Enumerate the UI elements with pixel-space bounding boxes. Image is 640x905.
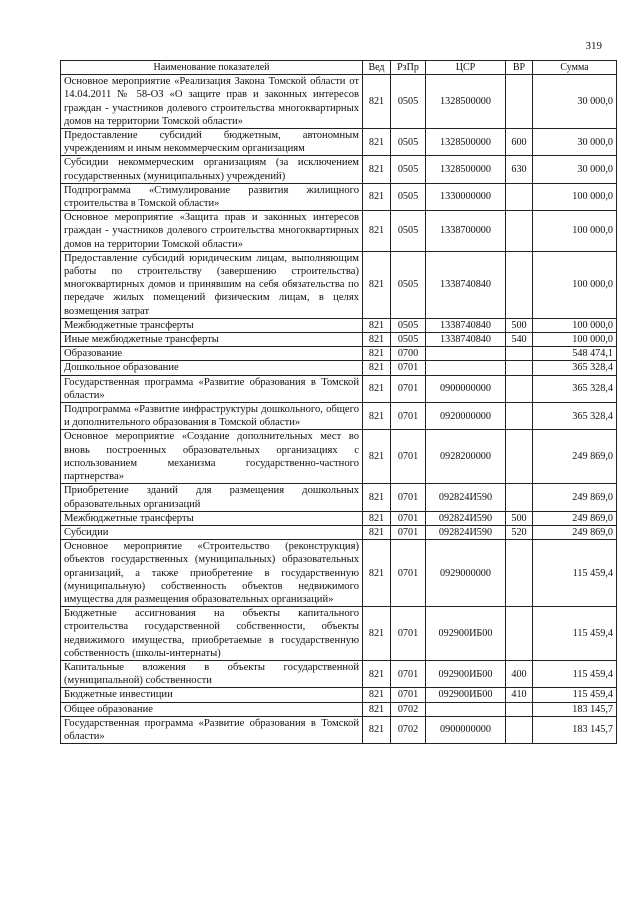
cell-name: Образование [61,347,363,361]
header-rzpr: РзПр [391,61,426,75]
cell-csr: 092900ИБ00 [426,688,506,702]
cell-sum: 100 000,0 [533,211,617,252]
cell-rzpr: 0701 [391,403,426,430]
cell-vr [506,484,533,511]
table-row [61,403,617,430]
cell-sum: 100 000,0 [533,333,617,347]
cell-ved: 821 [363,511,391,525]
cell-csr: 092900ИБ00 [426,660,506,687]
table-row [61,361,617,375]
header-sum: Сумма [533,61,617,75]
cell-vr [506,716,533,743]
cell-ved: 821 [363,430,391,484]
cell-sum: 183 145,7 [533,716,617,743]
budget-table [60,60,617,744]
cell-sum: 30 000,0 [533,75,617,129]
table-header-row [61,61,617,75]
cell-ved: 821 [363,540,391,607]
cell-csr: 092900ИБ00 [426,607,506,661]
cell-ved: 821 [363,156,391,183]
cell-vr [506,403,533,430]
cell-name: Предоставление субсидий юридическим лицам, выполняющим работы по строительству (завершению строительства) многоквартирных домов и принявшим на себя обязательства по передаче жилых помещений физическим лицам, в целях возмещения затрат [61,251,363,318]
cell-name: Субсидии некоммерческим организациям (за исключением государственных (муниципальных) учреждений) [61,156,363,183]
cell-name: Межбюджетные трансферты [61,318,363,332]
cell-csr: 1328500000 [426,129,506,156]
cell-rzpr: 0701 [391,484,426,511]
cell-rzpr: 0701 [391,688,426,702]
table-row [61,251,617,318]
cell-name: Государственная программа «Развитие образования в Томской области» [61,375,363,402]
cell-ved: 821 [363,183,391,210]
cell-sum: 115 459,4 [533,688,617,702]
cell-name: Предоставление субсидий бюджетным, автономным учреждениям и иным некоммерческим организациям [61,129,363,156]
cell-name: Подпрограмма «Развитие инфраструктуры дошкольного, общего и дополнительного образования в Томской области» [61,403,363,430]
cell-vr [506,211,533,252]
table-row [61,333,617,347]
header-vr: ВР [506,61,533,75]
cell-csr: 092824И590 [426,511,506,525]
cell-sum: 249 869,0 [533,430,617,484]
cell-vr [506,430,533,484]
cell-sum: 30 000,0 [533,129,617,156]
cell-ved: 821 [363,403,391,430]
cell-csr: 1328500000 [426,156,506,183]
cell-vr: 500 [506,318,533,332]
cell-vr [506,75,533,129]
table-row [61,375,617,402]
cell-vr [506,347,533,361]
table-row [61,511,617,525]
cell-csr: 1330000000 [426,183,506,210]
cell-sum: 30 000,0 [533,156,617,183]
cell-rzpr: 0505 [391,251,426,318]
cell-ved: 821 [363,361,391,375]
cell-vr [506,607,533,661]
cell-rzpr: 0701 [391,361,426,375]
cell-name: Общее образование [61,702,363,716]
cell-sum: 100 000,0 [533,251,617,318]
page-number: 319 [585,40,602,52]
cell-ved: 821 [363,484,391,511]
cell-name: Капитальные вложения в объекты государственной (муниципальной) собственности [61,660,363,687]
cell-rzpr: 0702 [391,702,426,716]
cell-rzpr: 0701 [391,540,426,607]
table-row [61,430,617,484]
cell-rzpr: 0700 [391,347,426,361]
cell-sum: 100 000,0 [533,183,617,210]
cell-csr: 0900000000 [426,716,506,743]
cell-sum: 249 869,0 [533,484,617,511]
table-row [61,716,617,743]
cell-ved: 821 [363,702,391,716]
cell-vr [506,251,533,318]
cell-csr: 1338740840 [426,251,506,318]
cell-rzpr: 0505 [391,183,426,210]
cell-vr: 540 [506,333,533,347]
cell-rzpr: 0505 [391,211,426,252]
cell-name: Иные межбюджетные трансферты [61,333,363,347]
cell-vr [506,375,533,402]
cell-name: Основное мероприятие «Реализация Закона Томской области от 14.04.2011 № 58-ОЗ «О защите прав и законных интересов граждан - участников долевого строительства многоквартирных домов на территории Томской области» [61,75,363,129]
cell-rzpr: 0701 [391,525,426,539]
cell-vr: 410 [506,688,533,702]
cell-name: Государственная программа «Развитие образования в Томской области» [61,716,363,743]
cell-csr: 1338740840 [426,318,506,332]
cell-vr: 500 [506,511,533,525]
table-row [61,688,617,702]
cell-csr [426,702,506,716]
cell-sum: 249 869,0 [533,525,617,539]
cell-name: Межбюджетные трансферты [61,511,363,525]
header-name: Наименование показателей [61,61,363,75]
cell-csr: 092824И590 [426,484,506,511]
cell-rzpr: 0505 [391,156,426,183]
cell-csr: 1328500000 [426,75,506,129]
cell-rzpr: 0702 [391,716,426,743]
cell-rzpr: 0701 [391,375,426,402]
table-row [61,660,617,687]
cell-sum: 249 869,0 [533,511,617,525]
cell-rzpr: 0505 [391,75,426,129]
cell-ved: 821 [363,251,391,318]
cell-vr [506,702,533,716]
cell-vr: 520 [506,525,533,539]
cell-sum: 365 328,4 [533,361,617,375]
cell-csr: 0900000000 [426,375,506,402]
cell-csr [426,361,506,375]
cell-csr: 1338740840 [426,333,506,347]
cell-vr: 630 [506,156,533,183]
cell-rzpr: 0701 [391,430,426,484]
cell-rzpr: 0505 [391,333,426,347]
table-row [61,702,617,716]
cell-sum: 115 459,4 [533,540,617,607]
cell-vr: 600 [506,129,533,156]
table-row [61,540,617,607]
cell-ved: 821 [363,75,391,129]
table-row [61,607,617,661]
table-row [61,211,617,252]
cell-csr: 1338700000 [426,211,506,252]
cell-vr [506,183,533,210]
table-row [61,525,617,539]
cell-rzpr: 0701 [391,511,426,525]
cell-name: Подпрограмма «Стимулирование развития жилищного строительства в Томской области» [61,183,363,210]
table-row [61,318,617,332]
cell-rzpr: 0505 [391,318,426,332]
cell-csr: 0929000000 [426,540,506,607]
header-csr: ЦСР [426,61,506,75]
cell-name: Субсидии [61,525,363,539]
cell-name: Дошкольное образование [61,361,363,375]
cell-csr: 0928200000 [426,430,506,484]
cell-vr: 400 [506,660,533,687]
cell-name: Приобретение зданий для размещения дошкольных образовательных организаций [61,484,363,511]
cell-name: Бюджетные ассигнования на объекты капитального строительства государственной собственности, объекты недвижимого имущества, приобретаемые в государственную собственность (школы-интернаты) [61,607,363,661]
cell-csr: 0920000000 [426,403,506,430]
cell-sum: 100 000,0 [533,318,617,332]
cell-name: Бюджетные инвестиции [61,688,363,702]
cell-sum: 115 459,4 [533,660,617,687]
cell-ved: 821 [363,660,391,687]
cell-sum: 183 145,7 [533,702,617,716]
cell-sum: 365 328,4 [533,375,617,402]
cell-ved: 821 [363,318,391,332]
cell-name: Основное мероприятие «Защита прав и законных интересов граждан - участников долевого строительства многоквартирных домов на территории Томской области» [61,211,363,252]
table-body [61,75,617,744]
cell-name: Основное мероприятие «Строительство (реконструкция) объектов государственных (муниципальных) образовательных организаций, а также приобретение в государственную (муниципальную) собственность объектов недвижимого имущества для размещения образовательных организаций» [61,540,363,607]
cell-ved: 821 [363,333,391,347]
cell-name: Основное мероприятие «Создание дополнительных мест во вновь построенных образовательных организациях с использованием механизма государственно-частного партнерства» [61,430,363,484]
cell-ved: 821 [363,716,391,743]
cell-sum: 548 474,1 [533,347,617,361]
cell-ved: 821 [363,525,391,539]
cell-csr [426,347,506,361]
cell-rzpr: 0701 [391,660,426,687]
cell-rzpr: 0701 [391,607,426,661]
table-row [61,183,617,210]
cell-ved: 821 [363,375,391,402]
table-row [61,129,617,156]
header-ved: Вед [363,61,391,75]
cell-ved: 821 [363,607,391,661]
cell-csr: 092824И590 [426,525,506,539]
table-row [61,484,617,511]
cell-vr [506,540,533,607]
table-row [61,75,617,129]
cell-ved: 821 [363,688,391,702]
cell-ved: 821 [363,347,391,361]
table-row [61,347,617,361]
cell-sum: 365 328,4 [533,403,617,430]
cell-ved: 821 [363,211,391,252]
cell-ved: 821 [363,129,391,156]
table-row [61,156,617,183]
cell-sum: 115 459,4 [533,607,617,661]
cell-rzpr: 0505 [391,129,426,156]
cell-vr [506,361,533,375]
